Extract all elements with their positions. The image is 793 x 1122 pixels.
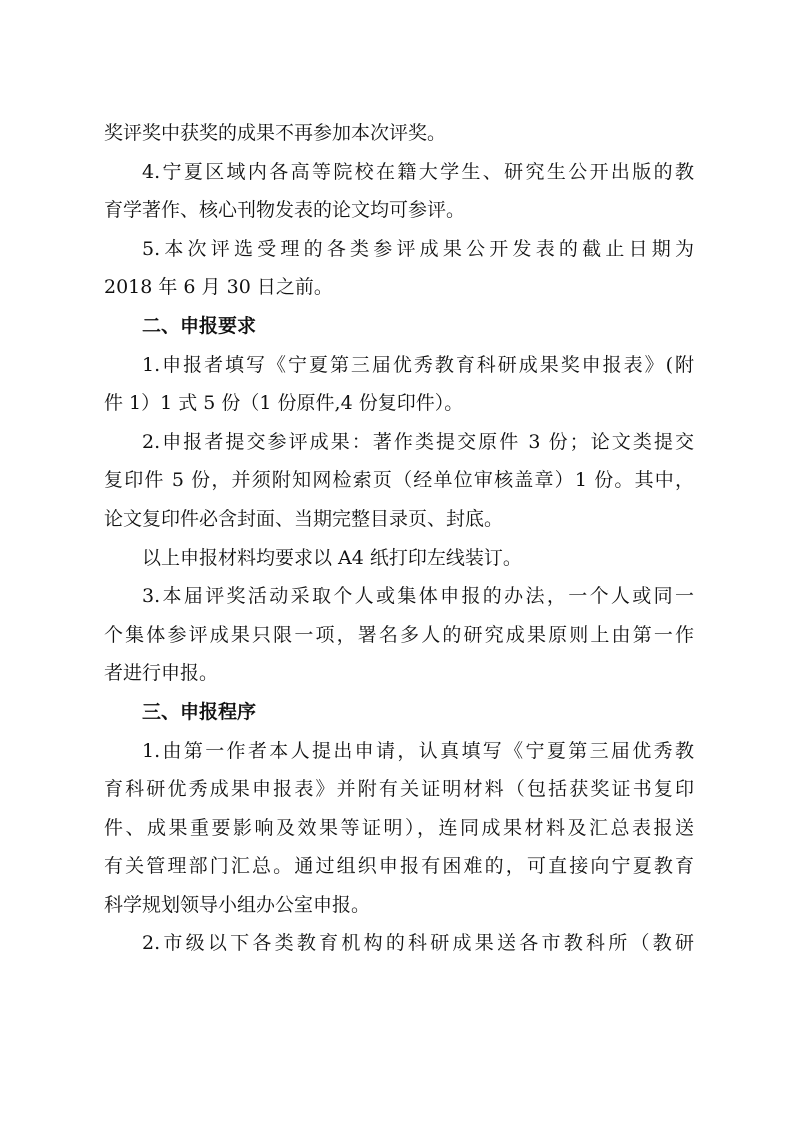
paragraph-line-item-4: 4.宁夏区域内各高等院校在籍大学生、研究生公开出版的教 <box>142 160 694 183</box>
paragraph-line-proc-1: 1.由第一作者本人提出申请，认真填写《宁夏第三届优秀教 <box>142 739 694 762</box>
paragraph-line-proc-1-cont-3: 有关管理部门汇总。通过组织申报有困难的，可直接向宁夏教育 <box>104 855 694 878</box>
paragraph-line-req-3-cont-2: 者进行申报。 <box>104 662 219 685</box>
paragraph-line-proc-1-cont-2: 件、成果重要影响及效果等证明），连同成果材料及汇总表报送 <box>104 816 694 839</box>
paragraph-line-req-1-cont: 件 1）1 式 5 份（1 份原件,4 份复印件）。 <box>104 392 464 415</box>
paragraph-line-req-2: 2.申报者提交参评成果：著作类提交原件 3 份；论文类提交 <box>142 430 694 453</box>
paragraph-line-req-3-cont-1: 个集体参评成果只限一项，署名多人的研究成果原则上由第一作 <box>104 623 694 646</box>
paragraph-line-proc-2: 2.市级以下各类教育机构的科研成果送各市教科所（教研 <box>142 932 694 955</box>
paragraph-line-item-5: 5.本次评选受理的各类参评成果公开发表的截止日期为 <box>142 237 694 260</box>
document-body <box>104 114 694 963</box>
paragraph-line-req-2-cont-2: 论文复印件必含封面、当期完整目录页、封底。 <box>104 507 504 530</box>
paragraph-line-req-3: 3.本届评奖活动采取个人或集体申报的办法，一个人或同一 <box>142 585 694 608</box>
paragraph-line-materials-note: 以上申报材料均要求以 A4 纸打印左线装订。 <box>142 546 522 569</box>
paragraph-line-req-2-cont-1: 复印件 5 份，并须附知网检索页（经单位审核盖章）1 份。其中， <box>104 469 694 492</box>
paragraph-line-item-5-cont: 2018 年 6 月 30 日之前。 <box>104 276 333 299</box>
paragraph-line-proc-1-cont-1: 育科研优秀成果申报表》并附有关证明材料（包括获奖证书复印 <box>104 778 694 801</box>
paragraph-line-item-4-cont: 育学著作、核心刊物发表的论文均可参评。 <box>104 199 466 222</box>
section-heading-requirements: 二、申报要求 <box>142 314 257 337</box>
paragraph-line-continuation: 奖评奖中获奖的成果不再参加本次评奖。 <box>104 122 447 144</box>
section-heading-procedure: 三、申报程序 <box>142 700 257 723</box>
paragraph-line-req-1: 1.申报者填写《宁夏第三届优秀教育科研成果奖申报表》(附 <box>142 353 694 376</box>
paragraph-line-proc-1-cont-4: 科学规划领导小组办公室申报。 <box>104 893 371 916</box>
